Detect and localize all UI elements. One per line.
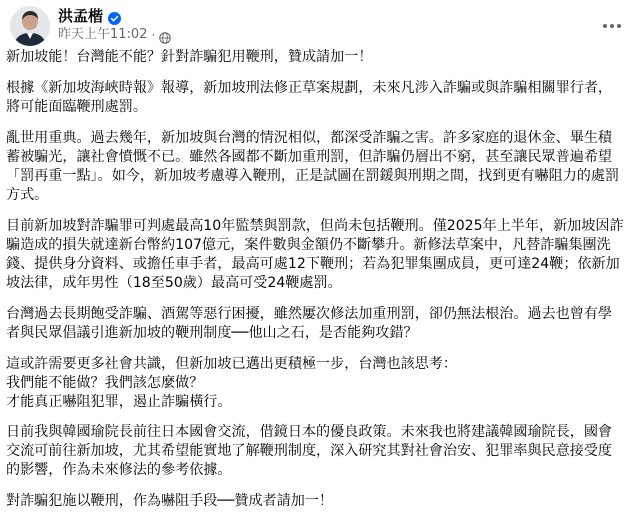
post-line: 方式。 <box>6 187 49 203</box>
avatar[interactable] <box>10 6 50 46</box>
post-body <box>6 48 636 523</box>
post-line: 這或許需要更多社會共識，但新加坡已邁出更積極一步，台灣也該思考： <box>6 356 457 372</box>
post-line: 根據《新加坡海峽時報》報導，新加坡刑法修正草案規劃，未來凡涉入詐騙或與詐騙相關罪行者， <box>6 80 613 96</box>
verified-badge-icon <box>108 10 121 23</box>
globe-icon[interactable] <box>159 29 171 41</box>
post-line: 騙造成的損失就達新台幣約107億元，案件數與金額仍不斷攀升。新修法草案中，凡替詐騙集團洗 <box>6 237 611 253</box>
post-line: 坡法律，成年男性（18至50歲）最高可受24鞭處罰。 <box>6 275 342 291</box>
post-line: 蓄被騙光，讓社會憤慨不已。雖然各國都不斷加重刑罰，但詐騙仍層出不窮，甚至讓民眾普遍希望 <box>6 149 613 165</box>
post-timestamp[interactable]: 昨天上午11:02 <box>58 27 148 42</box>
post-line: 對詐騙犯施以鞭刑，作為嚇阻手段──贊成者請加一！ <box>6 493 334 509</box>
post-header <box>10 6 630 46</box>
post-line: 亂世用重典。過去幾年，新加坡與台灣的情況相似，都深受詐騙之害。許多家庭的退休金、畢生積 <box>6 130 613 146</box>
post-paragraph <box>6 48 636 67</box>
post-line: 「罰再重一點」。如今，新加坡考慮導入鞭刑，正是試圖在罰鍰與刑期之間，找到更有嚇阻力的處罰 <box>6 168 620 184</box>
avatar-portrait-icon <box>10 6 50 46</box>
post-line: 台灣過去長期飽受詐騙、酒駕等惡行困擾，雖然屢次修法加重刑罰，卻仍無法根治。過去也曾有學 <box>6 306 613 322</box>
post-line: 者與民眾倡議引進新加坡的鞭刑制度──他山之石，是否能夠攻錯？ <box>6 325 418 341</box>
post-line: 錢、提供身分資料、或擔任車手者，最高可處12下鞭刑；若為犯罪集團成員，更可達24鞭；依新加 <box>6 256 620 272</box>
author-name[interactable]: 洪孟楷 <box>58 7 104 25</box>
meta-separator: · <box>151 28 156 42</box>
post-paragraph <box>6 217 636 293</box>
post-line: 才能真正嚇阻犯罪，遏止詐騙橫行。 <box>6 394 232 410</box>
post-line: 日前我與韓國瑜院長前往日本國會交流，借鏡日本的優良政策。未來我也將建議韓國瑜院長，國會 <box>6 424 613 440</box>
more-options-icon[interactable] <box>596 10 628 42</box>
post-line: 的影響，作為未來修法的參考依據。 <box>6 462 232 478</box>
post-meta <box>58 27 171 43</box>
post-paragraph <box>6 305 636 343</box>
post-line: 將可能面臨鞭刑處罰。 <box>6 99 147 115</box>
post-line: 交流可前往新加坡，尤其希望能實地了解鞭刑制度，深入研究其對社會治安、犯罪率與民意接受度 <box>6 443 613 459</box>
author-row <box>58 7 121 26</box>
post-line: 新加坡能！台灣能不能？針對詐騙犯用鞭刑，贊成請加一！ <box>6 49 373 65</box>
post-paragraph <box>6 423 636 480</box>
post-line: 目前新加坡對詐騙罪可判處最高10年監禁與罰款，但尚未包括鞭刑。僅2025年上半年，新加坡因詐 <box>6 218 624 234</box>
post-line: 我們能不能做？我們該怎麼做？ <box>6 375 204 391</box>
post-paragraph <box>6 492 636 511</box>
post-paragraph <box>6 79 636 117</box>
post-paragraph <box>6 129 636 205</box>
post-paragraph <box>6 355 636 412</box>
